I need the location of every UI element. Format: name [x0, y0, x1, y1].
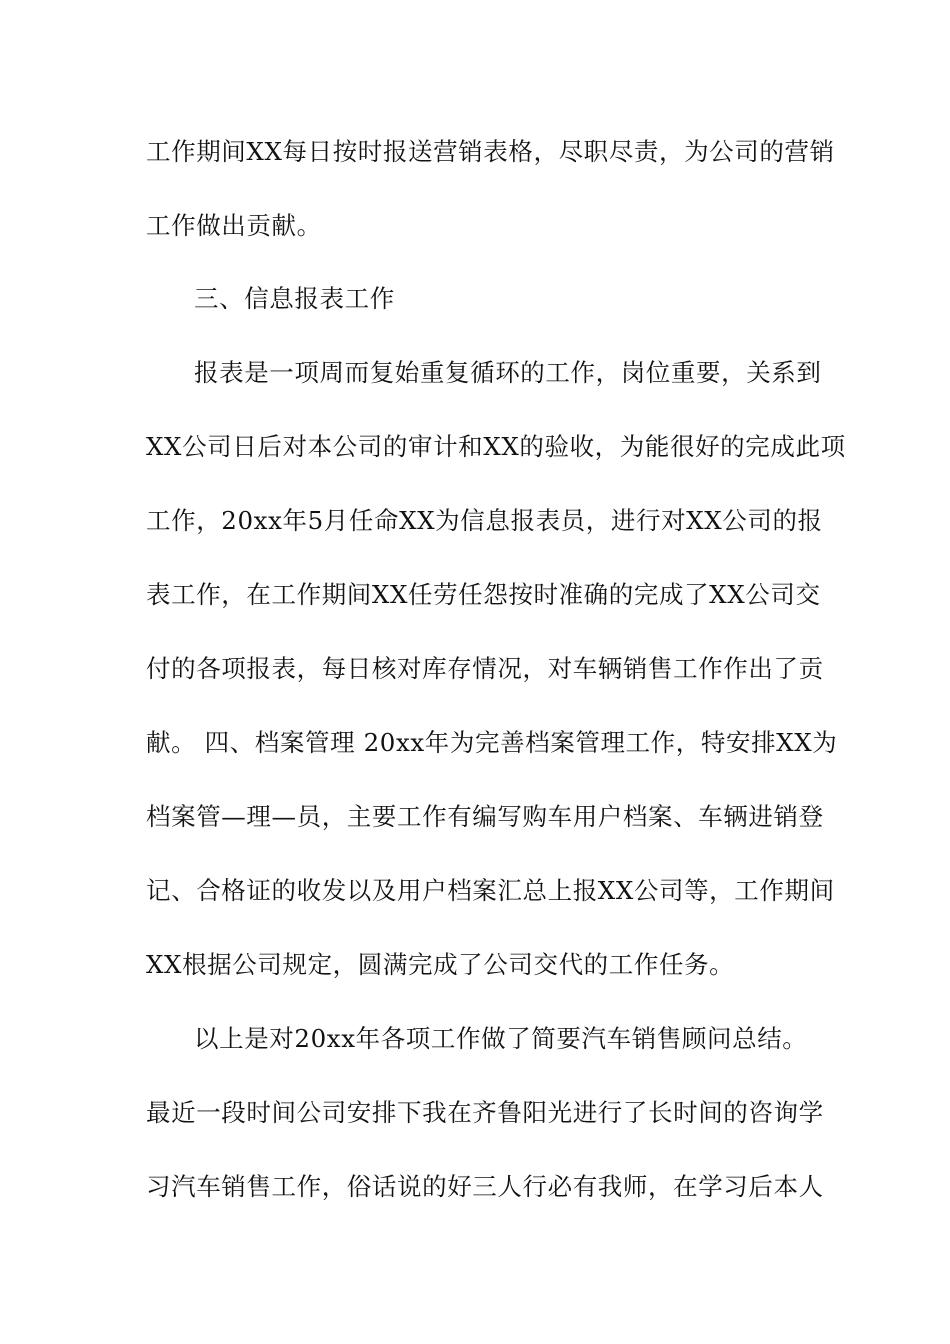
text-line-8: 付的各项报表，每日核对库存情况，对车辆销售工作作出了贡: [146, 654, 824, 683]
section-heading-information-reports: 三、信息报表工作: [194, 284, 395, 313]
text-line-7: 表工作，在工作期间XX任劳任怨按时准确的完成了XX公司交: [146, 580, 821, 609]
text-line-14: 最近一段时间公司安排下我在齐鲁阳光进行了长时间的咨询学: [146, 1098, 824, 1127]
text-line-15: 习汽车销售工作，俗话说的好三人行必有我师，在学习后本人: [146, 1172, 824, 1201]
text-line-4: 报表是一项周而复始重复循环的工作，岗位重要，关系到: [194, 358, 822, 387]
text-line-11: 记、合格证的收发以及用户档案汇总上报XX公司等，工作期间: [146, 876, 835, 905]
text-line-10: 档案管—理—员，主要工作有编写购车用户档案、车辆进销登: [146, 802, 824, 831]
text-line-13: 以上是对20xx年各项工作做了简要汽车销售顾问总结。: [194, 1024, 808, 1053]
text-line-6: 工作，20xx年5月任命XX为信息报表员，进行对XX公司的报: [146, 506, 823, 535]
text-line-9: 献。 四、档案管理 20xx年为完善档案管理工作，特安排XX为: [146, 728, 838, 757]
text-line-12: XX根据公司规定，圆满完成了公司交代的工作任务。: [146, 950, 735, 979]
text-line-5: XX公司日后对本公司的审计和XX的验收，为能很好的完成此项: [146, 432, 846, 461]
text-line-2: 工作做出贡献。: [146, 211, 322, 240]
text-line-1: 工作期间XX每日按时报送营销表格，尽职尽责，为公司的营销: [146, 137, 835, 166]
